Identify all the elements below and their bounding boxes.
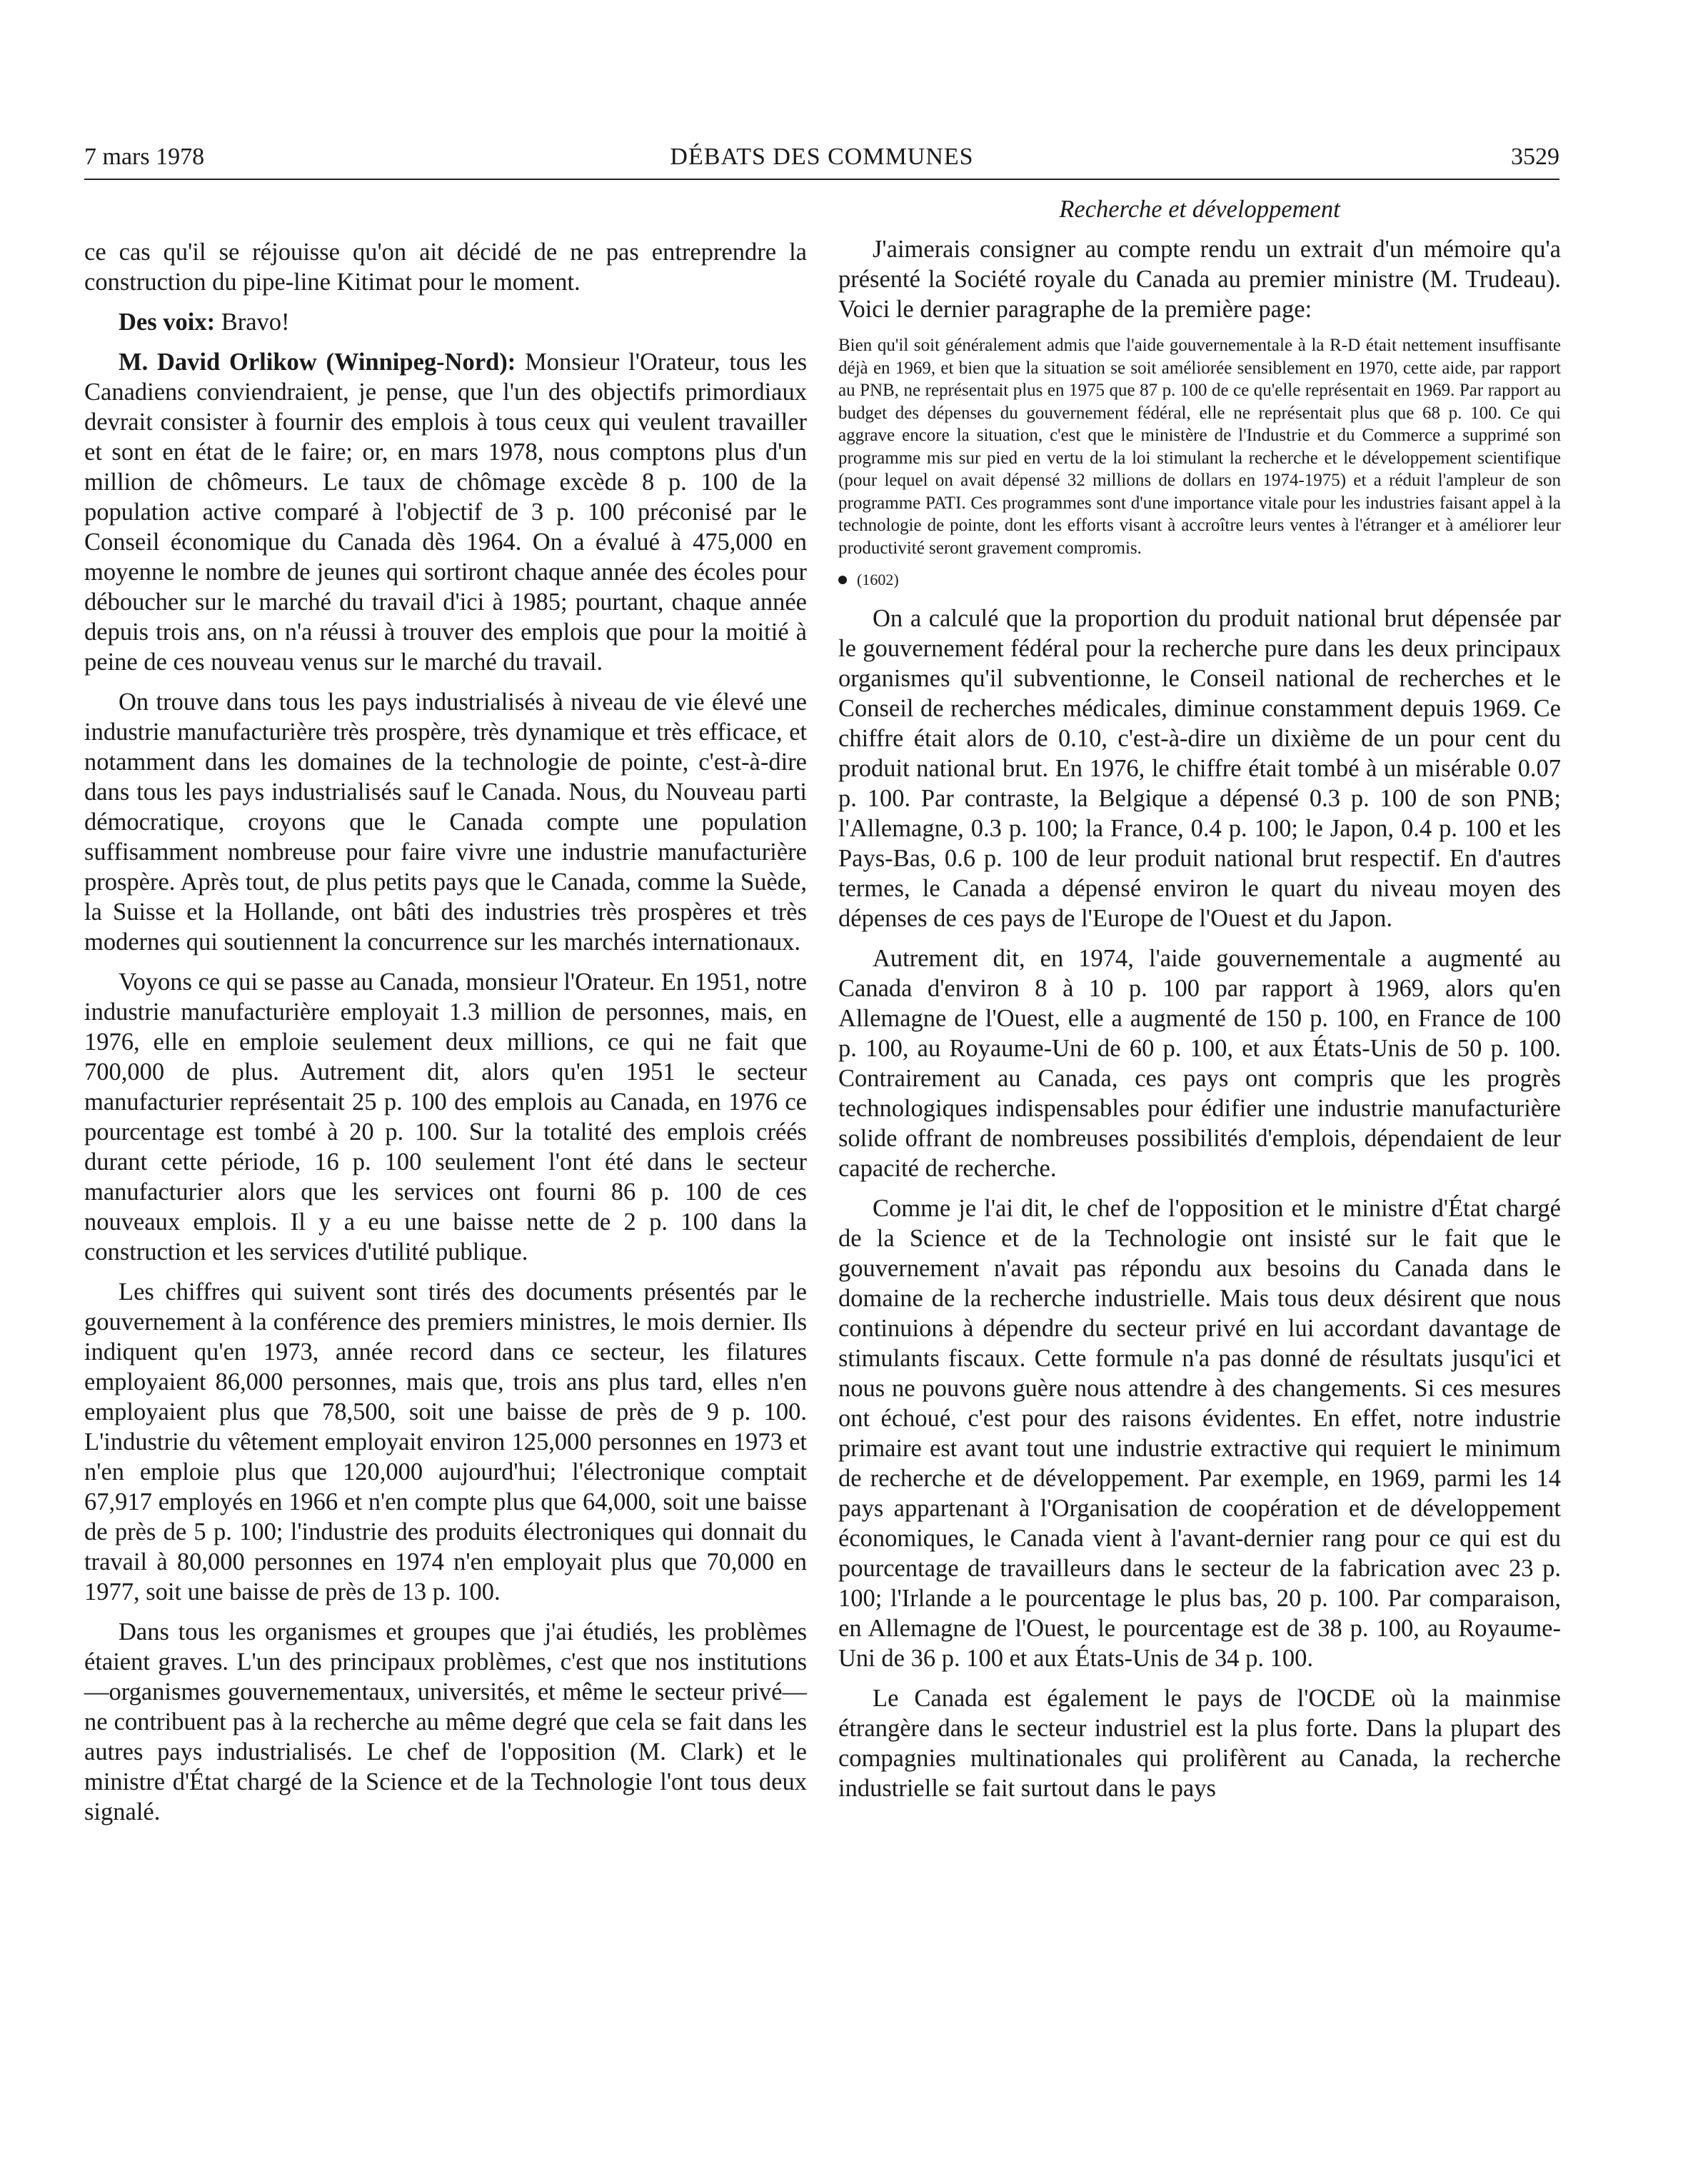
- section-title: Recherche et développement: [1059, 196, 1340, 223]
- speaker-name: Des voix:: [119, 309, 216, 336]
- right-column: [838, 194, 1561, 1813]
- left-column: [84, 237, 807, 1837]
- time-marker: [838, 569, 1561, 591]
- header-title: DÉBATS DES COMMUNES: [670, 144, 974, 170]
- time-marker-label: (1602): [857, 571, 899, 588]
- paragraph: ce cas qu'il se réjouisse qu'on ait décidé de ne pas entreprendre la construction du pipe-line Kitimat pour le moment.: [84, 239, 807, 296]
- header-date: 7 mars 1978: [84, 144, 205, 170]
- paragraph: On trouve dans tous les pays industrialisés à niveau de vie élevé une industrie manufacturière très prospère, très dynamique et très efficace, et notamment dans les domaines de la technologie de pointe, c'est-à-dire dans tous les pays industrialisés sauf le Canada. Nous, du Nouveau parti démocratique, croyons que le Canada compte une population suffisamment nombreuse pour faire vivre une industrie manufacturière prospère. Après tout, de plus petits pays que le Canada, comme la Suède, la Suisse et la Hollande, ont bâti des industries très prospères et très modernes qui soutiennent la concurrence sur les marchés internationaux.: [84, 688, 807, 956]
- paragraph: Autrement dit, en 1974, l'aide gouvernementale a augmenté au Canada d'environ 8 à 10 p. 100 par rapport à 1969, alors qu'en Allemagne de l'Ouest, elle a augmenté de 150 p. 100, en France de 100 p. 100, au Royaume-Uni de 60 p. 100, et aux États-Unis de 50 p. 100. Contrairement au Canada, ces pays ont compris que les progrès technologiques indispensables pour édifier une industrie manufacturière solide offrant de nombreuses possibilités d'emplois, dépendaient de leur capacité de recherche.: [838, 945, 1561, 1182]
- paragraph: Le Canada est également le pays de l'OCDE où la mainmise étrangère dans le secteur industriel est la plus forte. Dans la plupart des compagnies multinationales qui prolifèrent au Canada, la recherche industrielle se fait surtout dans le pays: [838, 1685, 1561, 1802]
- paragraph: Voyons ce qui se passe au Canada, monsieur l'Orateur. En 1951, notre industrie manufacturière employait 1.3 million de personnes, mais, en 1976, elle en emploie seulement deux millions, ce qui ne fait que 700,000 de plus. Autrement dit, alors qu'en 1951 le secteur manufacturier représentait 25 p. 100 des emplois au Canada, en 1976 ce pourcentage est tombé à 20 p. 100. Sur la totalité des emplois créés durant cette période, 16 p. 100 seulement l'ont été dans le secteur manufacturier alors que les services ont fourni 86 p. 100 de ces nouveaux emplois. Il y a eu une baisse nette de 2 p. 100 dans la construction et les services d'utilité publique.: [84, 968, 807, 1266]
- header-page-number: 3529: [1511, 144, 1559, 170]
- speaker-paragraph: [84, 307, 807, 337]
- speaker-name: M. David Orlikow (Winnipeg-Nord):: [119, 349, 516, 376]
- paragraph: On a calculé que la proportion du produit national brut dépensée par le gouvernement fédéral pour la recherche pure dans les deux principaux organismes qu'il subventionne, le Conseil national de recherches et le Conseil de recherches médicales, diminue constamment depuis 1969. Ce chiffre était alors de 0.10, c'est-à-dire un dixième de un pour cent du produit national brut. En 1976, le chiffre était tombé à un misérable 0.07 p. 100. Par contraste, la Belgique a dépensé 0.3 p. 100 de son PNB; l'Allemagne, 0.3 p. 100; la France, 0.4 p. 100; le Japon, 0.4 p. 100 et les Pays-Bas, 0.6 p. 100 de leur produit national brut respectif. En d'autres termes, le Canada a dépensé environ le quart du niveau moyen des dépenses de ces pays de l'Europe de l'Ouest et du Japon.: [838, 605, 1561, 932]
- paragraph: J'aimerais consigner au compte rendu un extrait d'un mémoire qu'a présenté la Société royale du Canada au premier ministre (M. Trudeau). Voici le dernier paragraphe de la première page:: [838, 236, 1561, 323]
- paragraph: Les chiffres qui suivent sont tirés des documents présentés par le gouvernement à la conférence des premiers ministres, le mois dernier. Ils indiquent qu'en 1973, année record dans ce secteur, les filatures employaient 86,000 personnes, mais que, trois ans plus tard, elles n'en employaient plus que 78,500, soit une baisse de près de 9 p. 100. L'industrie du vêtement employait environ 125,000 personnes en 1973 et n'en emploie plus que 120,000 aujourd'hui; l'électronique comptait 67,917 employés en 1966 et n'en compte plus que 64,000, soit une baisse de près de 5 p. 100; l'industrie des produits électroniques qui donnait du travail à 80,000 personnes en 1974 n'en employait plus que 70,000 en 1977, soit une baisse de près de 13 p. 100.: [84, 1278, 807, 1606]
- speaker-text: Monsieur l'Orateur, tous les Canadiens conviendraient, je pense, que l'un des objectifs primordiaux devrait consister à fournir des emplois à tous ceux qui veulent travailler et sont en état de le faire; or, en mars 1978, nous comptons plus d'un million de chômeurs. Le taux de chômage excède 8 p. 100 de la population active comparé à l'objectif de 3 p. 100 préconisé par le Conseil économique du Canada dès 1964. On a évalué à 475,000 en moyenne le nombre de jeunes qui sortiront chaque année des écoles pour déboucher sur le marché du travail d'ici à 1985; pourtant, chaque année depuis trois ans, on n'a réussi à trouver des emplois que pour la moitié à peine de ces nouveau venus sur le marché du travail.: [84, 349, 807, 676]
- paragraph: Comme je l'ai dit, le chef de l'opposition et le ministre d'État chargé de la Science et de la Technologie ont insisté sur le fait que le gouvernement n'avait pas répondu aux besoins du Canada dans le domaine de la recherche industrielle. Mais tous deux désirent que nous continuions à dépendre du secteur privé en lui accordant davantage de stimulants fiscaux. Cette formule n'a pas donné de résultats jusqu'ici et nous ne pouvons guère nous attendre à des changements. Si ces mesures ont échoué, c'est pour des raisons évidentes. En effet, notre industrie primaire est avant tout une industrie extractive qui requiert le minimum de recherche et de développement. Par exemple, en 1969, parmi les 14 pays appartenant à l'Organisation de coopération et de développement économiques, le Canada vient à l'avant-dernier rang pour ce qui est du pourcentage de travailleurs dans le secteur de la fabrication avec 23 p. 100; l'Irlande a le pourcentage le plus bas, 20 p. 100. Par comparaison, en Allemagne de l'Ouest, le pourcentage est de 38 p. 100, au Royaume-Uni de 36 p. 100 et aux États-Unis de 34 p. 100.: [838, 1195, 1561, 1672]
- paragraph: Dans tous les organismes et groupes que j'ai étudiés, les problèmes étaient graves. L'un des principaux problèmes, c'est que nos institutions—organismes gouvernementaux, universités, et même le secteur privé—ne contribuent pas à la recherche au même degré que cela se fait dans les autres pays industrialisés. Le chef de l'opposition (M. Clark) et le ministre d'État chargé de la Science et de la Technologie l'ont tous deux signalé.: [84, 1618, 807, 1825]
- speaker-paragraph: [84, 347, 807, 677]
- speaker-text: Bravo!: [215, 309, 290, 336]
- page-header: [84, 140, 1559, 180]
- block-quote: Bien qu'il soit généralement admis que l'aide gouvernementale à la R-D était nettement insuffisante déjà en 1969, et bien que la situation se soit améliorée sensiblement en 1970, cette aide, par rapport au PNB, ne représentait plus en 1975 que 87 p. 100 de ce qu'elle représentait en 1969. Par rapport au budget des dépenses du gouvernement fédéral, elle ne représentait plus que 68 p. 100. Ce qui aggrave encore la situation, c'est que le ministère de l'Industrie et du Commerce a supprimé son programme mis sur pied en vertu de la loi stimulant la recherche et le développement scientifique (pour lequel on avait dépensé 32 millions de dollars en 1974-1975) et a réduit l'ampleur de son programme PATI. Ces programmes sont d'une importance vitale pour les industries faisant appel à la technologie de pointe, dont les efforts visant à accroître leurs ventes à l'étranger et à améliorer leur productivité seront gravement compromis.: [838, 336, 1561, 558]
- bullet-dot-icon: [838, 576, 847, 584]
